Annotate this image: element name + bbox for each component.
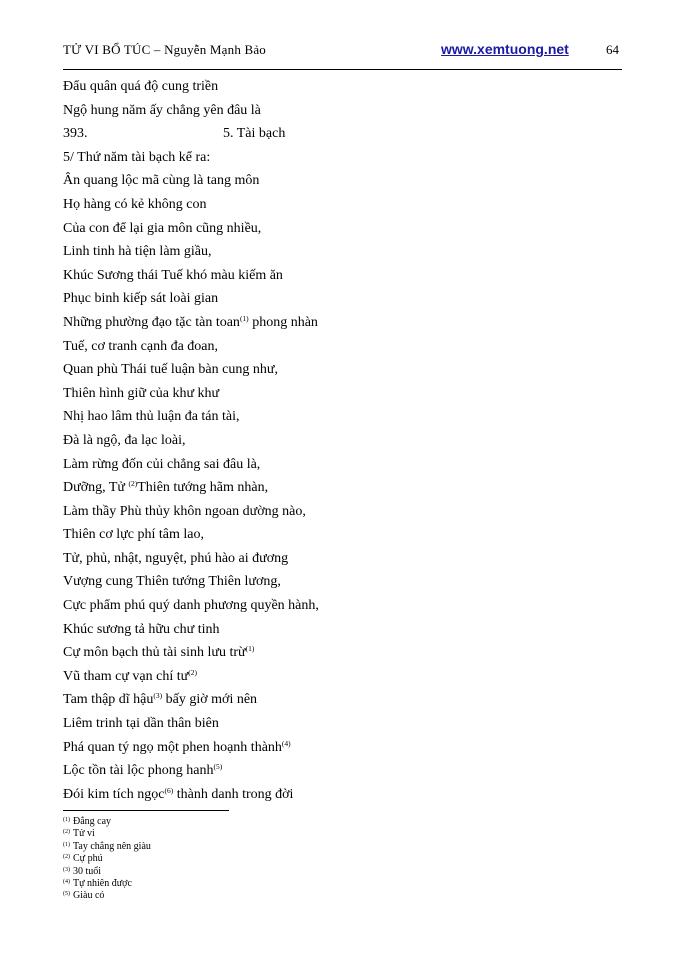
footnote (63, 853, 151, 865)
running-header-title: TỬ VI BỔ TÚC – Nguyễn Mạnh Bảo (63, 42, 267, 57)
poem-line: Đà là ngộ, đa lạc loài, (63, 432, 186, 448)
footnote-text: Cự phú (73, 853, 103, 865)
footnote (63, 841, 151, 853)
footnote-text: 30 tuổi (73, 865, 102, 877)
poem-line (63, 641, 623, 665)
poem-line: Linh tinh hà tiện làm giầu, (63, 244, 212, 260)
footnote-mark: (5) (63, 891, 70, 898)
footnote (63, 878, 151, 890)
poem-text: Vũ tham cự vạn chí tư (63, 668, 189, 684)
footnote-ref: (3) (153, 691, 163, 701)
poem-line: Nhị hao lâm thủ luận đa tán tài, (63, 409, 240, 425)
poem-line (63, 311, 623, 335)
poem-line: Khúc Sương thái Tuế khó màu kiếm ăn (63, 267, 283, 283)
poem-text: Đói kim tích ngọc (63, 786, 165, 802)
poem-line: Làm thầy Phù thủy khôn ngoan dường nào, (63, 503, 306, 519)
poem-line: Làm rừng đốn củi chẳng sai đâu là, (63, 456, 261, 472)
footnote-mark: (1) (63, 817, 70, 823)
poem-line: Tuế, cơ tranh cạnh đa đoan, (63, 338, 219, 354)
footnote (63, 866, 151, 878)
poem-text: Dưỡng, Tử (63, 480, 125, 496)
poem-text: phong nhàn (248, 314, 318, 330)
poem-line: Họ hàng có kẻ không con (63, 196, 207, 212)
poem-line (63, 736, 623, 760)
poem-line: Thiên cơ lực phí tâm lao, (63, 527, 204, 543)
poem-line (63, 688, 623, 712)
website-link[interactable]: www.xemtuong.net (441, 41, 569, 57)
poem-text: Thiên tướng hãm nhàn, (137, 480, 269, 496)
poem-line (63, 783, 623, 807)
footnote-text: Tự nhiên được (73, 878, 132, 890)
footnote-rule (63, 810, 229, 811)
poem-text: Cự môn bạch thủ tài sinh lưu trừ (63, 645, 246, 661)
footnote-text: Tử vi (73, 828, 95, 840)
poem-line: Ân quang lộc mã cùng là tang môn (63, 173, 260, 189)
header-rule (63, 69, 622, 70)
footnote-text: Đắng cay (73, 816, 112, 827)
section-title: 5. Tài bạch (223, 126, 286, 142)
poem-text: Những phường đạo tặc tàn toan (63, 314, 240, 330)
section-heading-line (63, 122, 623, 146)
footnotes (63, 816, 151, 903)
footnote-ref: (5) (213, 762, 223, 772)
poem-text: thành danh trong đời (173, 786, 294, 802)
poem-line: Thiên hình giữ của khư khư (63, 385, 220, 401)
poem-line: Ngộ hung năm ấy chẳng yên đâu là (63, 102, 261, 118)
poem-line: Tử, phủ, nhật, nguyệt, phú hào ai đương (63, 550, 289, 566)
footnote-ref: (2) (128, 479, 138, 489)
footnote-text: Tay chẳng nên giàu (73, 840, 151, 852)
poem-line: 5/ Thứ năm tài bạch kể ra: (63, 149, 211, 165)
poem-line (63, 476, 623, 500)
footnote-mark: (1) (63, 841, 70, 848)
footnote-ref: (1) (239, 313, 249, 323)
footnote-ref: (2) (188, 667, 197, 677)
verse-number: 393. (63, 126, 88, 142)
footnote-mark: (4) (63, 879, 70, 886)
page-number: 64 (606, 42, 619, 57)
footnote (63, 890, 151, 902)
footnote (63, 816, 151, 828)
poem-text: bấy giờ mới nên (162, 692, 258, 708)
poem-line: Quan phù Thái tuế luận bàn cung như, (63, 362, 278, 378)
footnote-text: Giàu có (73, 890, 105, 902)
poem-text: Phá quan tý ngọ một phen hoạnh thành (63, 739, 282, 755)
footnote-mark: (3) (63, 866, 70, 873)
poem-text: Lộc tồn tài lộc phong hanh (63, 763, 214, 779)
poem-text: Tam thập dĩ hậu (63, 692, 154, 708)
footnote-mark: (2) (63, 829, 70, 836)
poem-line: Đẩu quân quá độ cung triền (63, 79, 219, 94)
poem-line: Cực phẩm phú quý danh phương quyền hành, (63, 598, 319, 614)
footnote-ref: (6) (164, 785, 174, 795)
poem-line (63, 665, 623, 689)
poem-line: Vượng cung Thiên tướng Thiên lương, (63, 574, 281, 590)
poem-line: Khúc sương tả hữu chư tinh (63, 621, 220, 637)
poem-line: Phục binh kiếp sát loài gian (63, 291, 219, 307)
footnote-ref: (1) (245, 644, 255, 654)
poem-line: Liêm trinh tại dần thân biên (63, 716, 219, 732)
poem-body (63, 75, 623, 806)
footnote (63, 828, 151, 840)
poem-line (63, 759, 623, 783)
footnote-mark: (2) (63, 854, 70, 861)
footnote-ref: (4) (281, 738, 291, 748)
poem-line: Của con để lại gia môn cũng nhiều, (63, 220, 262, 236)
